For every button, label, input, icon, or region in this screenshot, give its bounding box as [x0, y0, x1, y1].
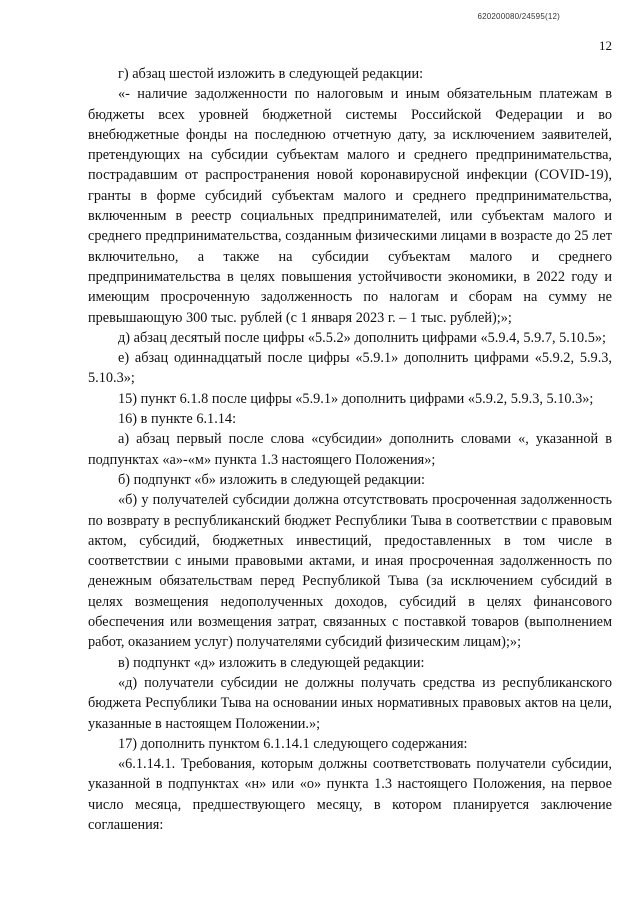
paragraph-4: е) абзац одиннадцатый после цифры «5.9.1» дополнить цифрами «5.9.2, 5.9.3, 5.10.3»; [88, 350, 612, 387]
paragraph-11: «д) получатели субсидии не должны получать средства из республиканского бюджета Республики Тыва на основании иных нормативных правовых актов на цели, указанные в настоящем Положении.»; [88, 674, 612, 732]
paragraph-10: в) подпункт «д» изложить в следующей редакции: [118, 654, 425, 671]
paragraph-6: 16) в пункте 6.1.14: [118, 411, 237, 428]
document-code: 620200080/24595(12) [477, 12, 560, 21]
paragraph-13: «6.1.14.1. Требования, которым должны соответствовать получатели субсидии, указанной в подпунктах «н» или «о» пункта 1.3 настоящего Положения, на первое число месяца, предшествующего месяцу, в котором планируется заключение соглашения: [88, 756, 612, 833]
document-body [88, 64, 612, 835]
paragraph-8: б) подпункт «б» изложить в следующей редакции: [118, 471, 425, 488]
paragraph-7: а) абзац первый после слова «субсидии» дополнить словами «, указанной в подпунктах «а»-«м» пункта 1.3 настоящего Положения»; [88, 431, 612, 468]
paragraph-3: д) абзац десятый после цифры «5.5.2» дополнить цифрами «5.9.4, 5.9.7, 5.10.5»; [118, 329, 606, 346]
paragraph-9: «б) у получателей субсидии должна отсутствовать просроченная задолженность по возврату в республиканский бюджет Республики Тыва в соответствии с правовым актом, субсидий, бюджетных инвестиций, предоставленных в том числе в соответствии с иными правовыми актами, и иная просроченная задолженность по денежным обязательствам перед Республикой Тыва (за исключением субсидий в целях возмещения недополученных доходов, субсидий в целях финансового обеспечения или возмещения затрат, связанных с поставкой товаров (выполнением работ, оказанием услуг) получателями субсидий физическим лицам);»; [88, 492, 612, 651]
paragraph-12: 17) дополнить пунктом 6.1.14.1 следующего содержания: [118, 735, 468, 752]
paragraph-2: «- наличие задолженности по налоговым и иным обязательным платежам в бюджеты всех уровней бюджетной системы Российской Федерации и во внебюджетные фонды на последнюю отчетную дату, за исключением заявителей, претендующих на субсидии субъектам малого и среднего предпринимательства, пострадавшим от распространения новой коронавирусной инфекции (COVID-19), гранты в форме субсидий субъектам малого и среднего предпринимательства, включенным в реестр социальных предпринимателей, или субъектам малого и среднего предпринимательства, созданным физическими лицами в возрасте до 25 лет включительно, а также на субсидии субъектам малого и среднего предпринимательства в целях повышения устойчивости экономики, в 2022 году и имеющим просроченную задолженность по налогам и сборам на сумму не превышающую 300 тыс. рублей (с 1 января 2023 г. – 1 тыс. рублей);»; [88, 86, 612, 326]
paragraph-5: 15) пункт 6.1.8 после цифры «5.9.1» дополнить цифрами «5.9.2, 5.9.3, 5.10.3»; [118, 390, 594, 407]
paragraph-1: г) абзац шестой изложить в следующей редакции: [118, 66, 424, 82]
page-number: 12 [599, 38, 612, 53]
